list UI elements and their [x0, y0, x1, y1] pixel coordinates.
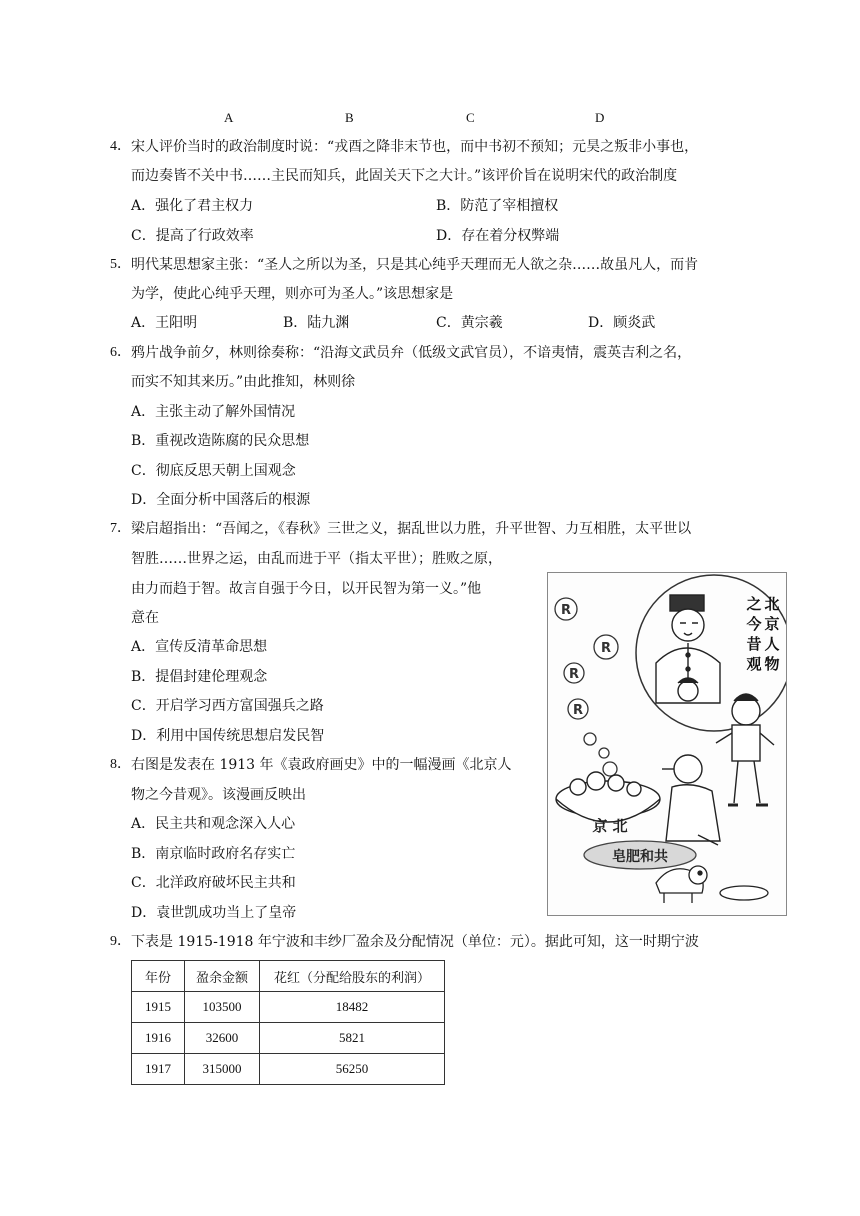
q8-option-a: A．民主共和观念深入人心: [131, 816, 296, 832]
option-header-a: A: [224, 110, 234, 125]
table-row: [132, 1023, 445, 1054]
cartoon-illustration: [547, 572, 787, 916]
q8-number: 8．: [110, 757, 131, 772]
table-row: [132, 992, 445, 1023]
q7-line-3: 由力而趋于智。故言自强于今日，以开民智为第一义。”他: [131, 581, 482, 597]
title-char-6: 今: [746, 615, 762, 633]
q8-option-c: C．北洋政府破坏民主共和: [131, 875, 296, 891]
q4-option-a: A．强化了君主权力: [131, 198, 254, 214]
q5-option-d: D．顾炎武: [588, 315, 656, 331]
table-header-cell: 花红（分配给股东的利润）: [260, 961, 445, 992]
basin-label: 京 北: [592, 817, 628, 835]
title-char-2: 京: [764, 615, 780, 633]
q7-line-2: 智胜……世界之运，由乱而进于平（指太平世）；胜败之原，: [131, 551, 502, 567]
title-char-5: 之: [746, 595, 762, 613]
q4-option-d: D．存在着分权弊端: [436, 228, 560, 244]
q4-line-2: 而边奏皆不关中书……主民而知兵，此固关天下之大计。”该评价旨在说明宋代的政治制度: [131, 168, 678, 184]
table-cell: 32600: [185, 1023, 260, 1054]
bubble-letter-1: R: [560, 603, 572, 618]
bubble-letter-4: R: [572, 703, 584, 718]
title-char-8: 观: [746, 655, 762, 673]
q5-option-a: A．王阳明: [131, 315, 198, 331]
option-header-d: D: [595, 110, 605, 125]
q6-number: 6．: [110, 345, 131, 360]
table-header-cell: 年份: [132, 961, 185, 992]
q6-option-d: D．全面分析中国落后的根源: [131, 492, 311, 508]
q7-line-1: 梁启超指出：“吾闻之，《春秋》三世之义，据乱世以力胜，升平世智、力互相胜，太平世以: [131, 521, 692, 537]
title-char-4: 物: [764, 655, 780, 673]
table-row: [132, 1054, 445, 1085]
q4-option-c: C．提高了行政效率: [131, 228, 254, 244]
q6-option-c: C．彻底反思天朝上国观念: [131, 463, 296, 479]
q8-option-b: B．南京临时政府名存实亡: [131, 846, 296, 862]
table-cell: 18482: [260, 992, 445, 1023]
table-header-cell: 盈余金额: [185, 961, 260, 992]
profit-table: [131, 960, 445, 1085]
q5-line-2: 为学，使此心纯乎天理，则亦可为圣人。”该思想家是: [131, 286, 454, 302]
q8-option-d: D．袁世凯成功当上了皇帝: [131, 905, 297, 921]
q5-number: 5．: [110, 257, 131, 272]
cartoon-drawing: [548, 573, 786, 915]
q6-line-2: 而实不知其来历。”由此推知，林则徐: [131, 374, 356, 390]
q4-number: 4．: [110, 139, 131, 154]
q6-option-a: A．主张主动了解外国情况: [131, 404, 296, 420]
q4-option-b: B．防范了宰相擅权: [436, 198, 559, 214]
q8-line-2: 物之今昔观》。该漫画反映出: [131, 787, 306, 803]
table-cell: 1916: [132, 1023, 185, 1054]
table-cell: 103500: [185, 992, 260, 1023]
table-cell: 1917: [132, 1054, 185, 1085]
q6-option-b: B．重视改造陈腐的民众思想: [131, 433, 310, 449]
q5-option-b: B．陆九渊: [283, 315, 350, 331]
soap-label: 皂肥和共: [612, 849, 668, 865]
q7-option-b: B．提倡封建伦理观念: [131, 669, 268, 685]
q7-option-c: C．开启学习西方富国强兵之路: [131, 698, 324, 714]
table-cell: 5821: [260, 1023, 445, 1054]
q9-line-1: 下表是 1915-1918 年宁波和丰纱厂盈余及分配情况（单位：元）。据此可知，这一时期宁波: [131, 934, 699, 950]
q5-line-1: 明代某思想家主张：“圣人之所以为圣，只是其心纯乎天理而无人欲之杂……故虽凡人，而肯: [131, 257, 699, 273]
q8-line-1: 右图是发表在 1913 年《袁政府画史》中的一幅漫画《北京人: [131, 757, 512, 773]
q9-number: 9．: [110, 934, 131, 949]
title-char-1: 北: [764, 595, 780, 613]
table-header-row: [132, 961, 445, 992]
q7-option-d: D．利用中国传统思想启发民智: [131, 728, 325, 744]
q4-line-1: 宋人评价当时的政治制度时说：“戎酉之降非末节也，而中书初不预知；元昊之叛非小事也，: [131, 139, 699, 155]
q7-number: 7．: [110, 521, 131, 536]
option-header-b: B: [345, 110, 354, 125]
table-cell: 56250: [260, 1054, 445, 1085]
q5-option-c: C．黄宗羲: [436, 315, 503, 331]
title-char-7: 昔: [746, 635, 762, 653]
bubble-letter-2: R: [600, 641, 612, 656]
bubble-letter-3: R: [568, 667, 580, 682]
table-cell: 315000: [185, 1054, 260, 1085]
title-char-3: 人: [764, 635, 780, 653]
q7-option-a: A．宣传反清革命思想: [131, 639, 268, 655]
table-cell: 1915: [132, 992, 185, 1023]
q6-line-1: 鸦片战争前夕，林则徐奏称：“沿海文武员弁（低级文武官员），不谙夷情，震英吉利之名，: [131, 345, 692, 361]
q7-line-4: 意在: [131, 610, 159, 626]
option-header-c: C: [466, 110, 475, 125]
